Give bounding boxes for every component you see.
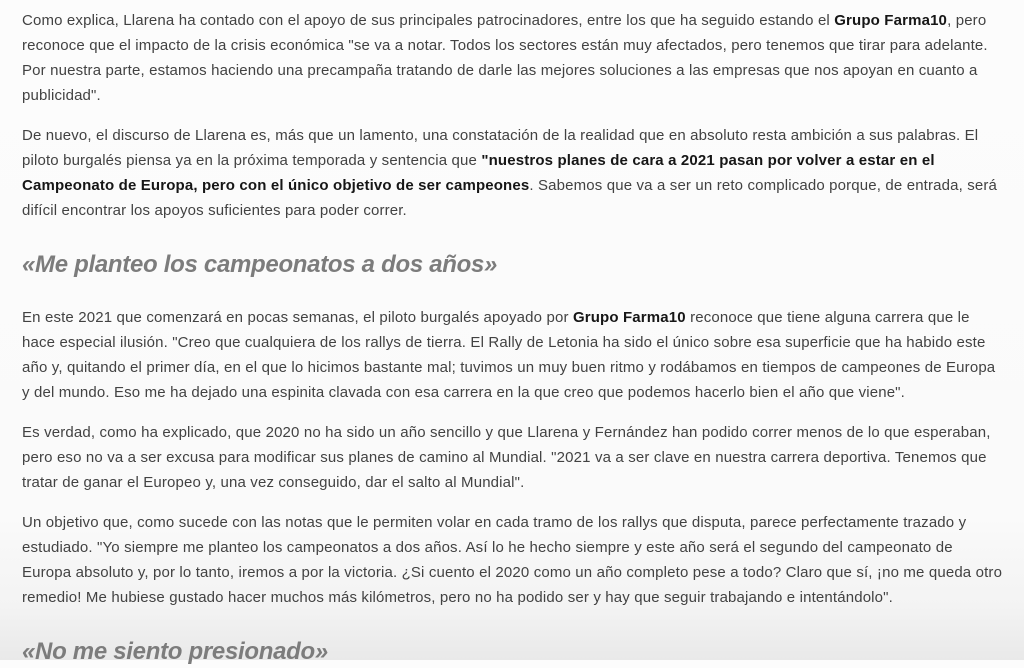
- text-run: , pero reconoce que el impacto de la crisis económica "se va a notar. Todos los sectores están muy afectados, pero tenemos que tirar para adelante. Por nuestra parte, estamos haciendo una precampaña tratando de darle las mejores soluciones a las empresas que nos apoyan en cuanto a publicidad".: [22, 12, 988, 104]
- text-run: En este 2021 que comenzará en pocas semanas, el piloto burgalés apoyado por: [22, 309, 573, 326]
- text-run: . Sabemos que va a ser un reto complicado porque, de entrada, será difícil encontrar los apoyos suficientes para poder correr.: [22, 177, 998, 219]
- paragraph-objetivo: [22, 510, 1004, 610]
- text-run: reconoce que tiene alguna carrera que le hace especial ilusión. "Creo que cualquiera de los rallys de tierra. El Rally de Letonia ha sido el único sobre esa superficie que ha habido este año y, quitando el primer día, en el que lo hicimos bastante mal; tuvimos un muy buen ritmo y rodábamos en tiempos de campeones de Europa y del mundo. Eso me ha dejado una espinita clavada con esa carrera en la que creo que podemos hacerlo bien el año que viene".: [22, 309, 996, 401]
- text-run: De nuevo, el discurso de Llarena es, más que un lamento, una constatación de la realidad que en absoluto resta ambición a sus palabras. El piloto burgalés piensa ya en la próxima temporada y sentencia que: [22, 127, 979, 169]
- section-heading-campeonatos: «Me planteo los campeonatos a dos años»: [22, 251, 498, 278]
- section-heading-presionado: «No me siento presionado»: [22, 638, 328, 665]
- paragraph-sponsors: [22, 8, 1004, 108]
- paragraph-2020-dificil: [22, 420, 1004, 495]
- paragraph-plans-2021: [22, 123, 1004, 223]
- sponsor-name-bold: Grupo Farma10: [834, 12, 948, 29]
- paragraph-rally-letonia: [22, 305, 1004, 405]
- sponsor-name-bold: Grupo Farma10: [572, 309, 686, 326]
- text-run: Como explica, Llarena ha contado con el apoyo de sus principales patrocinadores, entre los que ha seguido estando el: [22, 12, 835, 29]
- text-run: Un objetivo que, como sucede con las notas que le permiten volar en cada tramo de los rallys que disputa, parece perfectamente trazado y estudiado. "Yo siempre me planteo los campeonatos a dos años. Así lo he hecho siempre y este año será el segundo del campeonato de Europa absoluto y, por lo tanto, iremos a por la victoria. ¿Si cuento el 2020 como un año completo pese a todo? Claro que sí, ¡no me queda otro remedio! Me hubiese gustado hacer muchos más kilómetros, pero no ha podido ser y hay que seguir trabajando e intentándolo".: [22, 514, 1003, 606]
- text-run: Es verdad, como ha explicado, que 2020 no ha sido un año sencillo y que Llarena y Fernández han podido correr menos de lo que esperaban, pero eso no va a ser excusa para modificar sus planes de camino al Mundial. "2021 va a ser clave en nuestra carrera deportiva. Tenemos que tratar de ganar el Europeo y, una vez conseguido, dar el salto al Mundial".: [22, 424, 991, 491]
- quote-bold: "nuestros planes de cara a 2021 pasan por volver a estar en el Campeonato de Europa, pero con el único objetivo de ser campeones: [22, 152, 935, 194]
